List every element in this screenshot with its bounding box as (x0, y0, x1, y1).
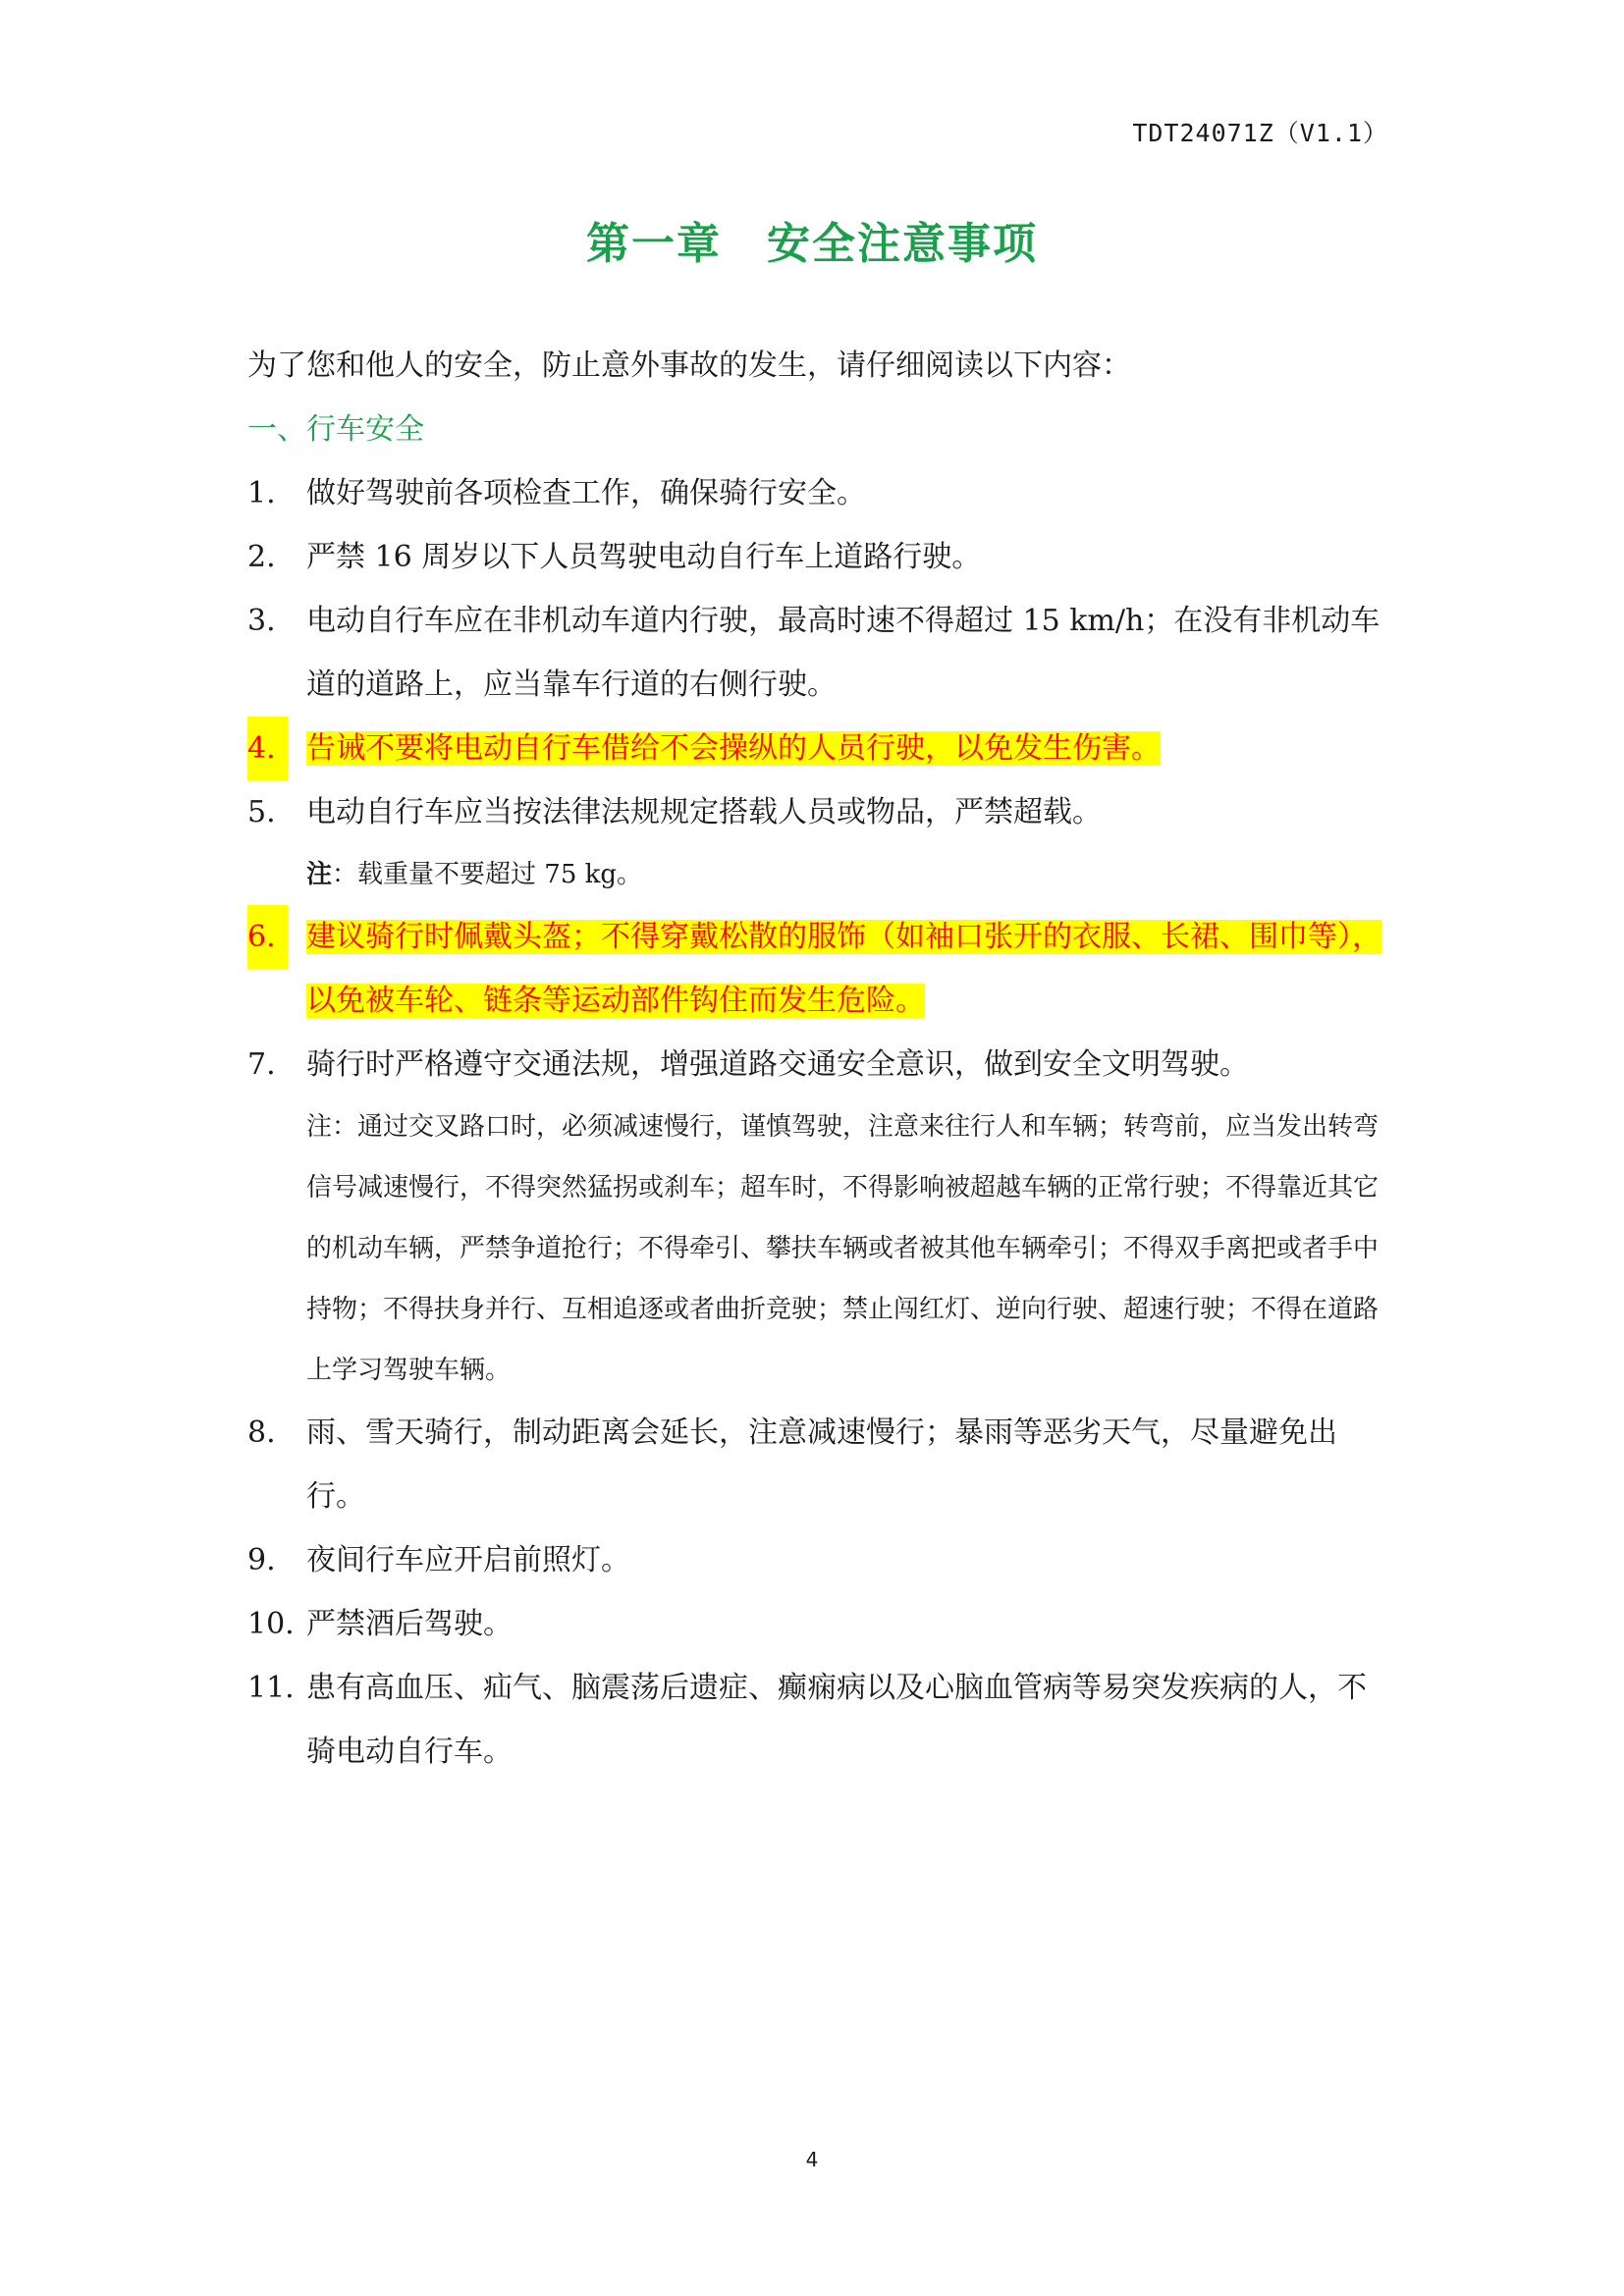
item-text: 夜间行车应开启前照灯。 (306, 1543, 630, 1577)
item-number: 3. (247, 604, 276, 638)
list-item (247, 1033, 1386, 1096)
item-text: 做好驾驶前各项检查工作，确保骑行安全。 (306, 476, 866, 510)
item-number: 5. (247, 795, 276, 829)
item-text: 电动自行车应在非机动车道内行驶，最高时速不得超过 15 km/h；在没有非机动车道的道路上，应当靠车行道的右侧行驶。 (306, 604, 1380, 702)
item-text: 电动自行车应当按法律法规规定搭载人员或物品，严禁超载。 (306, 795, 1102, 829)
item-text: 告诫不要将电动自行车借给不会操纵的人员行驶，以免发生伤害。 (306, 731, 1161, 766)
item-number: 4. (247, 717, 288, 780)
item-text: 建议骑行时佩戴头盔；不得穿戴松散的服饰（如袖口张开的衣服、长裙、围巾等），以免被车轮、链条等运动部件钩住而发生危险。 (306, 920, 1381, 1018)
list-item-highlighted (247, 717, 1386, 780)
note-label: 注 (306, 860, 333, 889)
item-text: 严禁 16 周岁以下人员驾驶电动自行车上道路行驶。 (306, 540, 982, 574)
list-item-highlighted (247, 905, 1386, 1033)
chapter-title: 第一章 安全注意事项 (586, 219, 1038, 269)
note-item-5 (247, 844, 1386, 905)
list-item (247, 461, 1386, 525)
intro-paragraph: 为了您和他人的安全，防止意外事故的发生，请仔细阅读以下内容： (247, 348, 1131, 383)
list-item (247, 1592, 1386, 1656)
list-item (247, 1401, 1386, 1528)
note-text: ：通过交叉路口时，必须减速慢行，谨慎驾驶，注意来往行人和车辆；转弯前，应当发出转弯信号减速慢行，不得突然猛拐或刹车；超车时，不得影响被超越车辆的正常行驶；不得靠近其它的机动车辆，严禁争道抢行；不得牵引、攀扶车辆或者被其他车辆牵引；不得双手离把或者手中持物；不得扶身并行、互相追逐或者曲折竞驶；禁止闯红灯、逆向行驶、超速行驶；不得在道路上学习驾驶车辆。 (306, 1112, 1380, 1385)
note-item-7 (247, 1096, 1386, 1401)
list-item (247, 589, 1386, 717)
item-text: 雨、雪天骑行，制动距离会延长，注意减速慢行；暴雨等恶劣天气，尽量避免出行。 (306, 1415, 1337, 1514)
list-item (247, 1528, 1386, 1592)
item-number: 6. (247, 905, 288, 969)
page-number: 4 (805, 2148, 819, 2171)
document-id: TDT24071Z（V1.1） (1132, 119, 1388, 147)
item-number: 9. (247, 1543, 276, 1577)
note-label: 注 (306, 1112, 333, 1142)
item-number: 2. (247, 540, 276, 574)
item-number: 1. (247, 476, 276, 510)
item-number: 11. (247, 1671, 295, 1705)
note-text: ：载重量不要超过 75 kg。 (332, 860, 643, 889)
document-body (247, 334, 1386, 1784)
section-heading: 一、行车安全 (247, 412, 424, 447)
item-number: 8. (247, 1415, 276, 1450)
item-text: 患有高血压、疝气、脑震荡后遗症、癫痫病以及心脑血管病等易突发疾病的人，不骑电动自行车。 (306, 1671, 1367, 1769)
item-number: 7. (247, 1047, 276, 1082)
list-item (247, 1656, 1386, 1784)
list-item (247, 525, 1386, 589)
item-number: 10. (247, 1607, 295, 1641)
item-text: 严禁酒后驾驶。 (306, 1607, 513, 1641)
list-item (247, 780, 1386, 844)
item-text: 骑行时严格遵守交通法规，增强道路交通安全意识，做到安全文明驾驶。 (306, 1047, 1249, 1082)
